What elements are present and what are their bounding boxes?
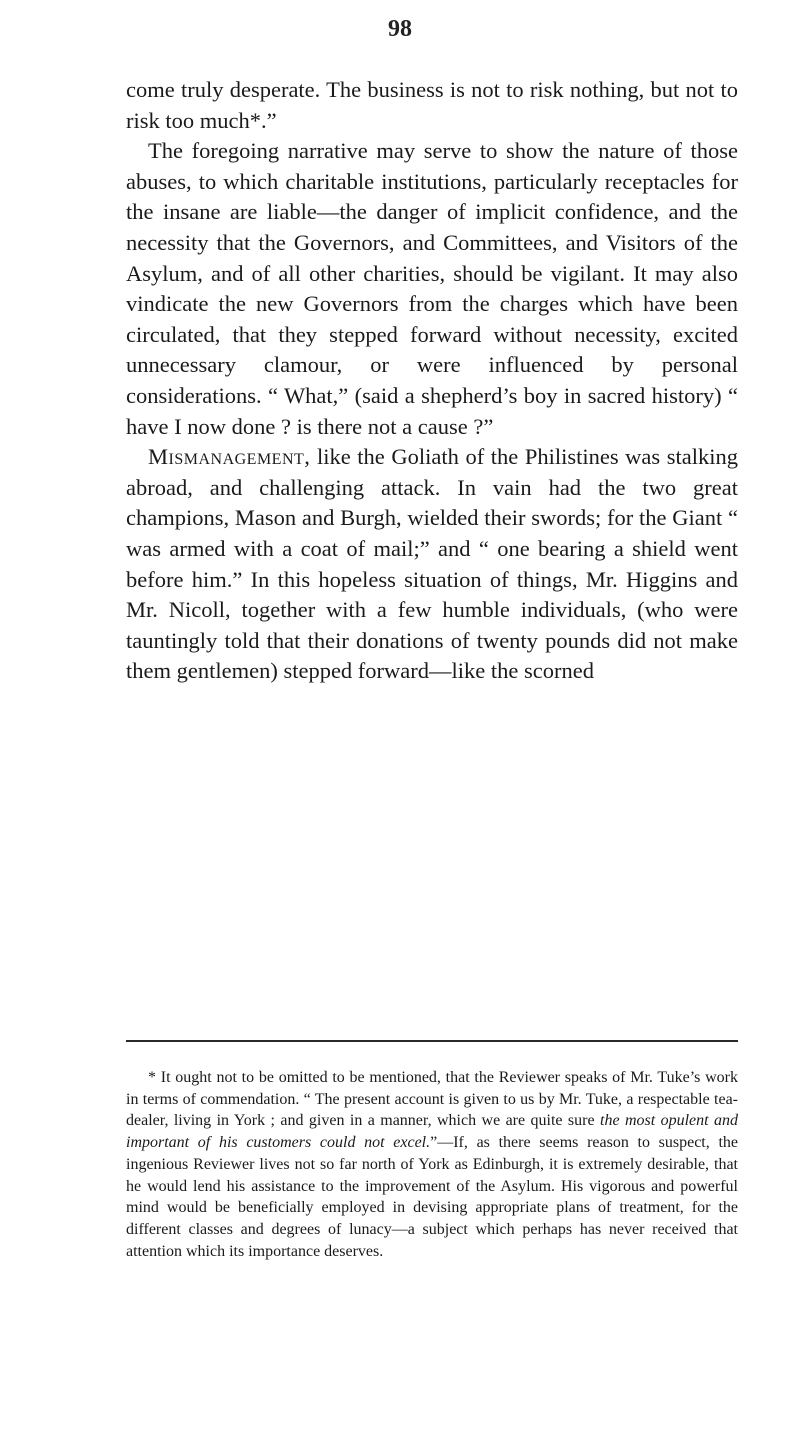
- mismanagement-heading-word: Mismanagement,: [148, 444, 311, 470]
- page-number: 98: [388, 16, 412, 42]
- footnote-italic-quote: the most opulent and important of his customers could not excel.: [126, 1112, 739, 1152]
- footnote-text-part1: * It ought not to be omitted to be mentioned, that the Reviewer speaks of Mr. Tuke’s work in terms of commendation. “ The present account is given to us by Mr. Tuke, a respectable tea-dealer, living in York ; and given in a manner, which we are quite sure: [126, 1069, 738, 1130]
- main-text: [126, 75, 738, 687]
- footnote: [126, 1067, 738, 1262]
- footnote-text-part2: ”—If, as there seems reason to suspect, the ingenious Reviewer lives not so far north of York as Edinburgh, it is extremely desirable, that he would lend his assistance to the improvement of the Asylum. His vigorous and powerful mind would be beneficially employed in devising appropriate plans of treatment, for the different classes and degrees of lunacy—a subject which perhaps has never received that attention which its importance deserves.: [126, 1134, 738, 1260]
- paragraph-continuation: come truly desperate. The business is not to risk nothing, but not to risk too much*.”: [126, 77, 738, 133]
- paragraph-mismanagement: [126, 442, 738, 687]
- paragraph-mismanagement-text: like the Goliath of the Philistines was stalking abroad, and challenging attack. In vain had the two great champions, Mason and Burgh, wielded their swords; for the Giant “ was armed with a coat of mail;” and “ one bearing a shield went before him.” In this hopeless situation of things, Mr. Higgins and Mr. Nicoll, together with a few humble individuals, (who were tauntingly told that their donations of twenty pounds did not make them gentlemen) stepped forward—like the scorned: [126, 444, 738, 684]
- footnote-body: [126, 1067, 738, 1262]
- paragraph-foregoing-narrative: The foregoing narrative may serve to show the nature of those abuses, to which charitable institutions, particularly receptacles for the insane are liable—the danger of implicit confidence, and the necessity that the Governors, and Committees, and Visitors of the Asylum, and of all other charities, should be vigilant. It may also vindicate the new Governors from the charges which have been circulated, that they stepped forward without necessity, excited unnecessary clamour, or were influenced by personal considerations. “ What,” (said a shepherd’s boy in sacred history) “ have I now done ? is there not a cause ?”: [126, 138, 738, 439]
- footnote-divider: [126, 1040, 738, 1042]
